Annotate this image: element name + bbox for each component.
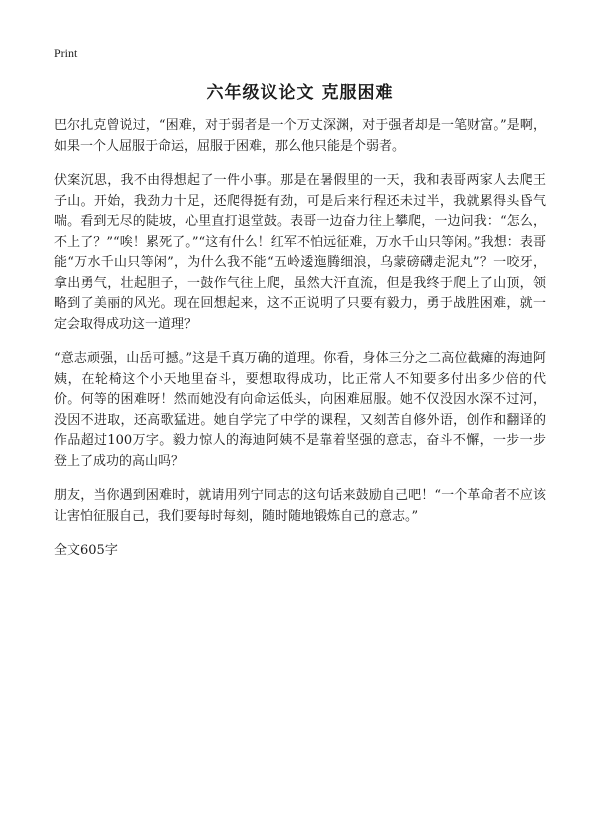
page-title: 六年级议论文 克服困难 bbox=[206, 83, 394, 103]
print-link[interactable]: Print bbox=[54, 46, 78, 60]
paragraph-2: 伏案沉思，我不由得想起了一件小事。那是在暑假里的一天，我和表哥两家人去爬王子山。开始，我劲力十足，还爬得挺有劲，可是后来行程还未过半，我就累得头昏气喘。看到无尽的陡坡，心里直打退堂鼓。表哥一边奋力往上攀爬，一边问我：“怎么，不上了？”“唉！累死了。”“这有什么！红军不怕远征难，万水千山只等闲。”我想：表哥能“万水千山只等闲”，为什么我不能“五岭逶迤腾细浪，乌蒙磅礴走泥丸”？一咬牙，拿出勇气，壮起胆子，一鼓作气往上爬，虽然大汗直流，但是我终于爬上了山顶，领略到了美丽的风光。现在回想起来，这不正说明了只要有毅力，勇于战胜困难，就一定会取得成功这一道理？ bbox=[54, 173, 546, 332]
paragraph-4: 朋友，当你遇到困难时，就请用列宁同志的这句话来鼓励自己吧！“一个革命者不应该让害怕征服自己，我们要每时每刻，随时随地锻炼自己的意志。” bbox=[54, 488, 546, 524]
paragraph-1: 巴尔扎克曾说过，“困难，对于弱者是一个万丈深渊，对于强者却是一笔财富。”是啊，如果一个人屈服于命运，屈服于困难，那么他只能是个弱者。 bbox=[54, 118, 546, 154]
article-body bbox=[54, 116, 546, 576]
word-count: 全文605字 bbox=[54, 543, 118, 558]
paragraph-3: “意志顽强，山岳可撼。”这是千真万确的道理。你看，身体三分之二高位截瘫的海迪阿姨，在轮椅这个小天地里奋斗，要想取得成功，比正常人不知要多付出多少倍的代价。何等的困难呀！然而她没有向命运低头，向困难屈服。她不仅没因水深不过河，没因不进取，还高歌猛进。她自学完了中学的课程，又刻苦自修外语，创作和翻译的作品超过100万字。毅力惊人的海迪阿姨不是靠着坚强的意志，奋斗不懈，一步一步登上了成功的高山吗？ bbox=[54, 351, 546, 469]
